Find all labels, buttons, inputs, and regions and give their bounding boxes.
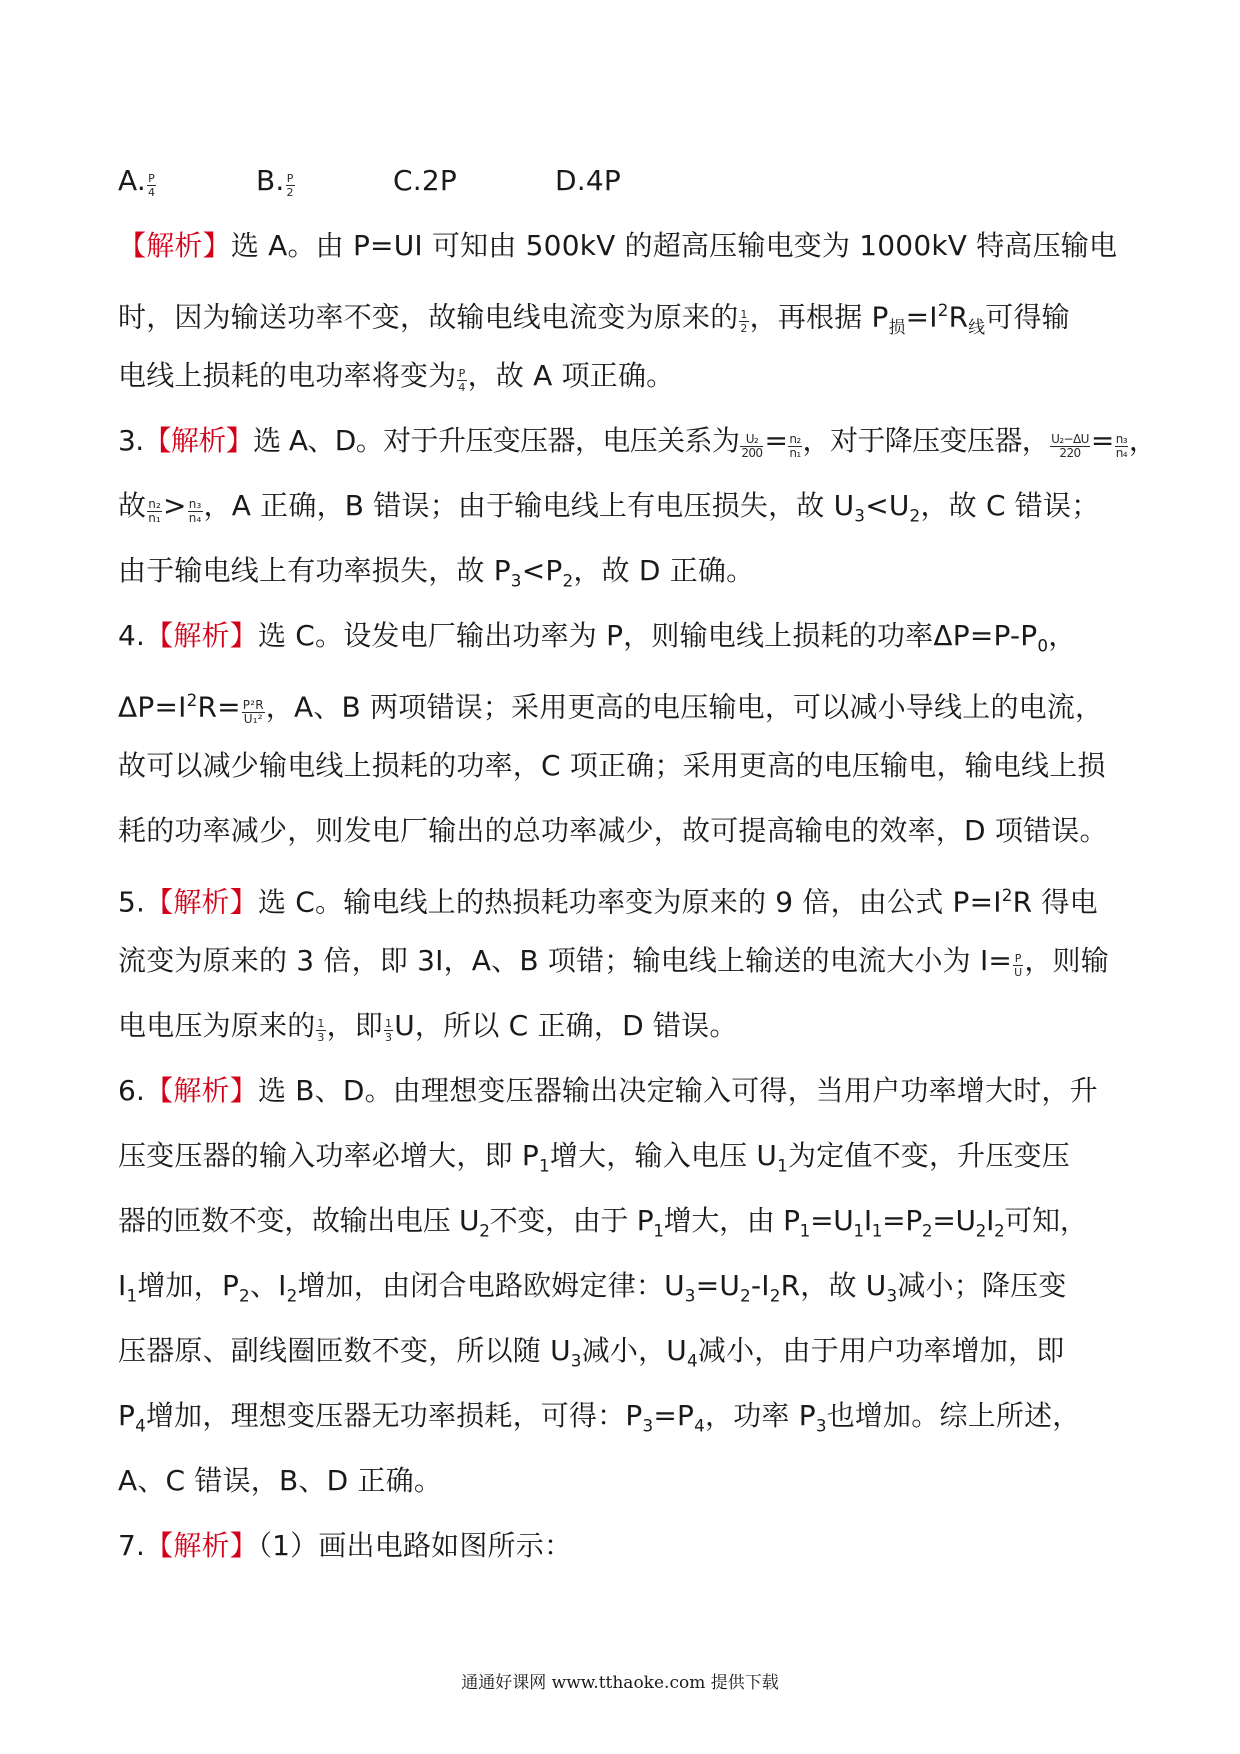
q3-line-1: 3.【解析】选 A、D。对于升压变压器，电压关系为 $\frac{\text{U₂}}{200}$ = $\frac{\text{n₂}}{\text{n₁}}$ ，对于降压变压器， $\frac{\text{U₂−ΔU}}{220}$ = $\frac{\text{n₃}}{\text{n₄}}$ ，	[118, 424, 1157, 460]
fraction: $\frac{P}{4}$	[458, 367, 466, 395]
q6-line-1: 6.【解析】选 B、D。由理想变压器输出决定输入可得，当用户功率增大时，升	[118, 1074, 1098, 1107]
analysis-tag: 【解析】	[145, 885, 258, 919]
q4-line-3: 故可以减少输电线上损耗的功率，C 项正确；采用更高的电压输电，输电线上损	[118, 749, 1106, 782]
q6-line-3: 器的匝数不变，故输出电压 $U_2$不变，由于 $P_1$增大，由 $P_1=U_1I_1=P_2=U_2I_2$可知，	[118, 1204, 1088, 1241]
q3-line-3: 由于输电线上有功率损失，故 $P_3<P_2$，故 D 正确。	[118, 554, 755, 591]
page-footer: 通通好课网 www.tthaoke.com 提供下载	[461, 1673, 779, 1693]
q7-line-1: 7.【解析】（1）画出电路如图所示：	[118, 1529, 573, 1562]
q4-line-4: 耗的功率减少，则发电厂输出的总功率减少，故可提高输电的效率，D 项错误。	[118, 814, 1108, 847]
option-d: D.4P	[555, 164, 621, 197]
q6-line-4: $I_1$增加，$P_2$、$I_2$增加，由闭合电路欧姆定律：$U_3=U_2-I_2R$，故 $U_3$减小；降压变	[118, 1269, 1067, 1306]
analysis-tag: 【解析】	[143, 424, 254, 457]
fraction: $\frac{\text{U₂}}{200}$	[741, 431, 763, 460]
fraction: $\frac{P}{U}$	[1014, 952, 1023, 980]
q6-line-5: 压器原、副线圈匝数不变，所以随 $U_3$减小，$U_4$减小，由于用户功率增加，即	[118, 1334, 1065, 1371]
analysis-tag: 【解析】	[145, 1529, 258, 1562]
option-b: B. $\frac{P}{2}$	[256, 164, 294, 200]
q5-line-2: 流变为原来的 3 倍，即 3I，A、B 项错；输电线上输送的电流大小为 I= $\frac{P}{U}$ ，则输	[118, 944, 1109, 980]
analysis-tag: 【解析】	[118, 229, 231, 262]
option-c: C.2P	[393, 164, 457, 197]
q5-line-1: 5.【解析】选 C。输电线上的热损耗功率变为原来的 9 倍，由公式 $P=I^2R$ 得电	[118, 885, 1098, 919]
fraction: $\frac{\text{n₃}}{\text{n₄}}$	[1115, 431, 1127, 460]
option-a-fraction: $\frac{P}{4}$	[147, 172, 156, 200]
q5-line-3: 电电压为原来的 $\frac{1}{3}$ ，即 $\frac{1}{3}$ U，所以 C 正确，D 错误。	[118, 1009, 738, 1045]
fraction: $\frac{\text{P²R}}{\text{U₁²}}$	[242, 697, 264, 726]
q2-line-2: 时，因为输送功率不变，故输电线电流变为原来的 $\frac{1}{2}$ ，再根据 $P_损=I^2R_线$可得输	[118, 300, 1070, 337]
fraction: $\frac{\text{n₂}}{\text{n₁}}$	[148, 496, 162, 525]
q4-line-1: 4.【解析】选 C。设发电厂输出功率为 P，则输电线上损耗的功率$\Delta P=P-P_0$，	[118, 619, 1077, 656]
q6-line-6: $P_4$增加，理想变压器无功率损耗，可得：$P_3=P_4$，功率 $P_3$也增加。综上所述，	[118, 1399, 1081, 1436]
q6-line-7: A、C 错误，B、D 正确。	[118, 1464, 443, 1497]
q2-line-3: 电线上损耗的电功率将变为 $\frac{P}{4}$ ，故 A 项正确。	[118, 359, 675, 395]
fraction: $\frac{1}{3}$	[385, 1017, 393, 1045]
fraction: $\frac{\text{n₃}}{\text{n₄}}$	[188, 496, 202, 525]
q6-line-2: 压变压器的输入功率必增大，即 $P_1$增大，输入电压 $U_1$为定值不变，升压变压	[118, 1139, 1070, 1176]
option-b-fraction: $\frac{P}{2}$	[286, 172, 294, 200]
fraction: $\frac{\text{U₂−ΔU}}{220}$	[1051, 431, 1089, 460]
option-a: A. $\frac{P}{4}$	[118, 164, 156, 200]
analysis-tag: 【解析】	[145, 1074, 258, 1107]
fraction: $\frac{1}{3}$	[317, 1017, 325, 1045]
fraction: $\frac{\text{n₂}}{\text{n₁}}$	[789, 431, 801, 460]
options-line	[118, 148, 1128, 213]
q4-line-2: $\Delta P=I^2R=$ $\frac{\text{P²R}}{\text{U₁²}}$ ，A、B 两项错误；采用更高的电压输电，可以减小导线上的电流，	[118, 690, 1104, 726]
analysis-tag: 【解析】	[145, 619, 258, 652]
fraction: $\frac{1}{2}$	[740, 308, 748, 336]
q2-line-1: 【解析】选 A。由 P=UI 可知由 500kV 的超高压输电变为 1000kV 特高压输电	[118, 229, 1118, 262]
q3-line-2: 故 $\frac{\text{n₂}}{\text{n₁}}$ > $\frac{\text{n₃}}{\text{n₄}}$ ，A 正确，B 错误；由于输电线上有电压损失，故 $U_3<U_2$，故 C 错误；	[118, 489, 1100, 526]
document-body	[118, 148, 1157, 1578]
